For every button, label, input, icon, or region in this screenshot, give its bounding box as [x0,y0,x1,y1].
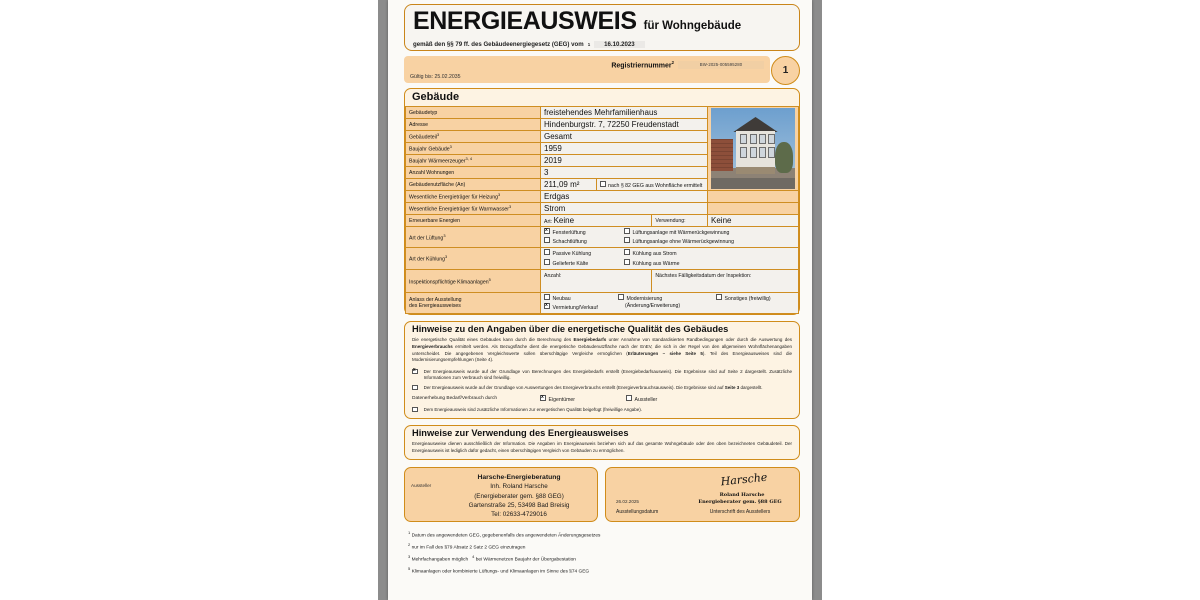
registration-footnote-ref: 2 [671,60,674,65]
option-verbrauch-pre: Der Energieausweis wurde auf der Grundlage von Auswertungen des Energieverbrauchs erstellt (Energieverbrauchsausweis). Die Ergebnisse sind auf [423,384,725,390]
viewer-left-margin [0,0,378,600]
page-number-badge: 1 [771,56,800,85]
issuer-owner: Inh. Roland Harsche [490,483,548,491]
footnote-4-text: bei Wärmenetzen Baujahr der Übergabestation [475,557,576,563]
option-bedarf-checkbox[interactable] [412,369,418,375]
extra-info-inner [412,407,792,413]
cooling-delivered-label: Gelieferte Kälte [552,260,589,267]
issue-date-label: Ausstellungsdatum [616,509,659,516]
option-verbrauch-text [424,385,792,391]
water-carrier-value: Strom [541,203,708,215]
notes-usage-paragraph: Energieausweise dienen ausschließlich der Information. Die Angaben im Energieausweis beziehen sich auf das gesamte Wohngebäude oder den oben bezeichneten Gebäudeteil. Der Energieausweis ist lediglich dafür gedacht, einen überschlägigen Vergleich von Gebäuden zu ermöglichen. [412,441,792,453]
photo-spacer-cell [708,203,799,215]
ventilation-with-recovery-label: Lüftungsanlage mit Wärmerückgewinnung [632,229,730,236]
ventilation-option-row [624,237,795,246]
footnote-1-num: 1 [408,530,411,536]
cooling-footnote-ref: 3 [445,254,448,260]
building-table [405,106,799,314]
ventilation-option-row [544,228,618,237]
registration-number-value: BW-2025-005595280 [678,61,764,69]
building-part-value: Gesamt [541,131,708,143]
usable-area-note-text: nach § 82 GEG aus Wohnfläche ermittelt [608,182,703,189]
table-row [406,191,799,203]
issue-reason-row [544,303,618,312]
legal-basis-text: gemäß den §§ 79 ff. des Gebäudeenergiegesetz (GEG) vom [413,41,584,48]
issuer-company: Harsche-Energieberatung [477,474,561,482]
photo-window [768,147,775,158]
heater-year-footnote-ref: 3, 4 [465,156,473,162]
survey-owner-checkbox[interactable] [540,395,549,403]
viewer-right-margin [822,0,1200,600]
inspection-due-label: Nächstes Fälligkeitsdatum der Inspektion: [655,272,752,279]
notes-usage-section [404,425,800,460]
notes-quality-p4: ). Teil des Energieausweises sind die Modernisierungsempfehlungen (Seite 4). [412,350,793,363]
document-title-box [404,4,800,51]
notes-quality-bold1: Energiebedarfs [573,337,607,343]
registration-bar [404,56,800,83]
notes-quality-paragraph [405,337,799,363]
survey-label: Datenerhebung Bedarf/Verbrauch durch [412,396,498,402]
photo-window [768,134,775,144]
reason-rental-sale-label: Vermietung/Verkauf [552,304,598,311]
registration-bar-background [404,56,770,83]
registration-label-text: Registriernummer [611,62,672,70]
signature-name: Roland Harsche [719,492,765,499]
ventilation-options-cell [541,227,799,248]
cooling-thermal-checkbox[interactable] [624,259,633,268]
footnote-3-num: 3 [408,553,411,559]
signature-box [605,467,800,522]
page-title [413,8,791,40]
building-section-title: Gebäude [412,91,460,103]
title-subtitle: für Wohngebäude [643,20,742,32]
survey-owner-label: Eigentümer [548,396,576,403]
photo-tree [775,142,793,173]
ventilation-window-label: Fensterlüftung [552,229,586,236]
cooling-electric-checkbox[interactable] [624,249,633,258]
heating-carrier-footnote-ref: 3 [498,192,501,198]
signature-qualification: Energieberater gem. §88 GEG [698,499,782,506]
building-photo [711,108,795,189]
construction-year-label-text: Baujahr Gebäude [409,146,450,153]
ventilation-option-row [544,237,618,246]
issue-reason-row [618,303,716,310]
option-verbrauch-checkbox[interactable] [412,385,418,391]
cooling-electric-label: Kühlung aus Strom [632,251,677,258]
ventilation-label-text: Art der Lüftung [409,235,444,242]
cooling-option-row [544,259,618,268]
signature-label: Unterschrift des Ausstellers [709,509,771,516]
certificate-page [388,0,812,600]
ventilation-option-row [624,228,795,237]
inspection-label [406,269,541,292]
cooling-options-right [624,249,795,267]
heater-year-value: 2019 [541,155,708,167]
reason-modernisation-label: Modernisierung [626,295,663,302]
table-row [406,269,799,292]
address-label: Adresse [406,119,541,131]
photo-window [759,147,766,158]
building-type-value: freistehendes Mehrfamilienhaus [541,107,708,119]
building-part-label-text: Gebäudeteil [409,134,437,141]
ventilation-with-recovery-checkbox[interactable] [624,228,633,237]
footnote-2-text: nur im Fall des §79 Absatz 2 Satz 2 GEG einzutragen [411,545,526,551]
issue-reason-col1 [544,294,618,312]
notes-quality-bold3: Erläuterungen – siehe Seite 5 [627,350,703,356]
construction-year-label [406,143,541,155]
survey-row [405,395,799,403]
issue-reason-options-cell [541,292,799,313]
cooling-option-row [624,249,795,258]
notes-quality-section [404,321,800,419]
issuer-street: Gartenstraße 25, 53498 Bad Breisig [468,501,570,509]
address-value: Hindenburgstr. 7, 72250 Freudenstadt [541,119,708,131]
renewable-type-value: Keine [553,216,575,225]
extra-info-checkbox[interactable] [412,407,418,413]
notes-usage-title: Hinweise zur Verwendung des Energieausweises [412,428,629,439]
construction-year-footnote-ref: 3 [449,144,452,150]
option-verbrauch-bold: Seite 3 [724,384,740,390]
usable-area-value: 211,09 m² [541,179,597,191]
cooling-passive-label: Passive Kühlung [552,251,592,258]
heating-carrier-label [406,191,541,203]
footnote-5 [408,565,796,577]
cooling-label [406,248,541,269]
building-part-label [406,131,541,143]
heater-year-label [406,155,541,167]
inspection-label-text: Inspektionspflichtige Klimaanlagen [409,279,489,286]
ventilation-window-checkbox[interactable] [544,228,553,237]
ventilation-without-recovery-checkbox[interactable] [624,237,633,246]
option-verbrauch-post: dargestellt. [739,384,763,390]
renewable-type-label: Art: [544,219,553,225]
option-bedarf-text: Der Energieausweis wurde auf der Grundlage von Berechnungen des Energiebedarfs erstellt (Energiebedarfsausweis). Die Ergebnisse sind auf Seite 2 dargestellt. Zusätzliche Informationen zum Verbrauch sind freiwillig. [423,368,792,381]
reason-newbuild-label: Neubau [552,295,571,302]
inspection-footnote-ref: 5 [488,276,491,282]
issuer-qualification: (Energieberater gem. §88 GEG) [474,492,564,500]
construction-year-value: 1959 [541,143,708,155]
valid-until-value: 25.02.2035 [434,74,461,80]
inspection-due-cell [652,269,799,292]
reason-modernisation-checkbox[interactable] [618,294,627,303]
title-main: ENERGIEAUSWEIS [413,7,637,35]
cooling-options-left [544,249,618,267]
heater-year-label-text: Baujahr Wärmeerzeuger [409,158,466,165]
reason-other-checkbox[interactable] [716,294,725,303]
issuer-row [404,467,800,522]
option-bedarf-row [405,369,799,382]
ventilation-options [544,228,795,246]
dwelling-count-label: Anzahl Wohnungen [406,167,541,179]
issue-reason-label-line2: des Energieausweises [409,303,461,310]
issue-reason-row [544,294,618,303]
renewable-label: Erneuerbare Energien [406,215,541,227]
inspection-count-cell [541,269,652,292]
issue-reason-label [406,292,541,313]
photo-window [750,134,757,144]
footnote-2 [408,541,796,553]
issuer-label: Aussteller [411,483,432,489]
photo-neighbour-building [711,139,733,171]
signature-handwriting: Harsche [720,470,768,489]
notes-quality-title: Hinweise zu den Angaben über die energetische Qualität des Gebäudes [412,324,729,335]
cooling-passive-checkbox[interactable] [544,249,553,258]
building-section [404,88,800,315]
valid-until [410,74,461,80]
water-carrier-label-text: Wesentliche Energieträger für Warmwasser [409,206,510,213]
footnote-3-text: Mehrfachangaben möglich [411,557,469,563]
cooling-option-row [624,259,795,268]
water-carrier-footnote-ref: 3 [509,204,512,210]
survey-issuer-option [626,395,657,403]
usable-area-label: Gebäudenutzfläche (An) [406,179,541,191]
footnote-1 [408,529,796,541]
issue-date-value: 26.02.2025 [616,499,639,505]
ventilation-without-recovery-label: Lüftungsanlage ohne Wärmerückgewinnung [632,239,735,246]
issue-reason-row [618,294,716,303]
heating-carrier-label-text: Wesentliche Energieträger für Heizung [409,194,499,201]
inspection-count-label: Anzahl: [544,272,562,279]
ventilation-options-left [544,228,618,246]
renewable-type-cell [541,215,652,227]
notes-quality-p3: ermittelt werden. Als Bezugsfläche dient die energetische Gebäudenutzfläche nach der EnEV, die sich in der Regel von den allgemeinen Wohnflächenangaben unterscheidet. Die angegebenen Vergleichswerte sollen überschlägige Vergleiche ermöglichen ( [412,343,792,356]
photo-window [740,147,747,158]
issuer-details [447,473,591,518]
option-verbrauch-inner [412,385,792,391]
issue-reason-col3 [716,294,771,312]
table-row [406,227,799,248]
option-verbrauch-row [405,385,799,391]
cooling-delivered-checkbox[interactable] [544,259,553,268]
footnote-1-text: Datum des angewendeten GEG, gegebenenfalls des angewendeten Änderungsgesetzes [411,533,601,539]
photo-house-base [736,167,775,174]
cooling-options [544,249,795,267]
cooling-label-text: Art der Kühlung [409,257,446,264]
renewable-use-label: Verwendung: [655,217,686,224]
option-bedarf-inner [412,369,792,382]
table-row [406,215,799,227]
ventilation-shaft-label: Schachtlüftung [552,239,587,246]
footnotes [404,529,800,576]
ventilation-options-right [624,228,795,246]
survey-issuer-label: Aussteller [634,396,658,403]
legal-basis-line [413,41,791,48]
photo-spacer-cell [708,191,799,203]
renewable-use-label-cell [652,215,708,227]
issuer-box [404,467,598,522]
survey-owner-option [540,395,626,403]
geg-date-value: 16.10.2023 [594,41,645,48]
valid-until-label: Gültig bis: [410,74,434,80]
usable-area-note-cell [596,179,707,191]
cooling-options-cell [541,248,799,269]
footnote-3-4 [408,553,796,565]
extra-info-row [405,407,799,413]
ventilation-footnote-ref: 3 [443,232,446,238]
table-row [406,203,799,215]
ventilation-label [406,227,541,248]
issue-reason-col2 [618,294,716,312]
building-photo-cell [708,107,799,191]
photo-window [759,134,766,144]
table-row [406,107,799,119]
extra-info-text: Dem Energieausweis sind zusätzliche Informationen zur energetischen Qualität beigefügt (freiwillige Angabe). [423,406,642,412]
footnote-2-num: 2 [408,542,411,548]
notes-quality-p1: Die energetische Qualität eines Gebäudes kann durch die Berechnung des [412,337,574,343]
registration-label [611,60,674,69]
cooling-thermal-label: Kühlung aus Wärme [632,260,680,267]
building-type-label: Gebäudetyp [406,107,541,119]
issuer-phone: Tel: 02633-4729016 [491,510,547,518]
building-part-footnote-ref: 3 [436,132,440,138]
reason-other-label: Sonstiges (freiwillig) [724,295,771,302]
ventilation-shaft-checkbox[interactable] [544,237,553,246]
survey-issuer-checkbox[interactable] [626,395,635,403]
photo-window [750,147,757,158]
issue-reason-options [544,294,795,312]
cooling-option-row [544,249,618,258]
notes-quality-p2: unter Annahme von standardisierten Randbedingungen oder durch die Auswertung des [606,337,792,343]
footnote-5-num: 5 [408,565,411,571]
issue-reason-row [716,294,771,303]
reason-modernisation-sublabel: (Änderung/Erweiterung) [625,303,681,310]
usable-area-checkbox[interactable] [600,181,609,189]
reason-rental-sale-checkbox[interactable] [544,303,553,312]
footnote-5-text: Klimaanlagen oder kombinierte Lüftungs- und Klimaanlagen im Sinne des §74 GEG [411,569,590,575]
dwelling-count-value: 3 [541,167,708,179]
issue-reason-label-line1: Anlass der Ausstellung [409,297,462,304]
renewable-use-value-cell [708,215,799,227]
photo-window [740,134,747,144]
renewable-use-value: Keine [711,216,732,225]
photo-road [711,178,795,189]
notes-quality-bold2: Energieverbrauchs [412,343,453,349]
table-row [406,248,799,269]
table-row [406,292,799,313]
legal-basis-footnote-ref: 1 [587,42,591,47]
water-carrier-label [406,203,541,215]
heating-carrier-value: Erdgas [541,191,708,203]
footnote-4-num: 4 [472,553,475,559]
